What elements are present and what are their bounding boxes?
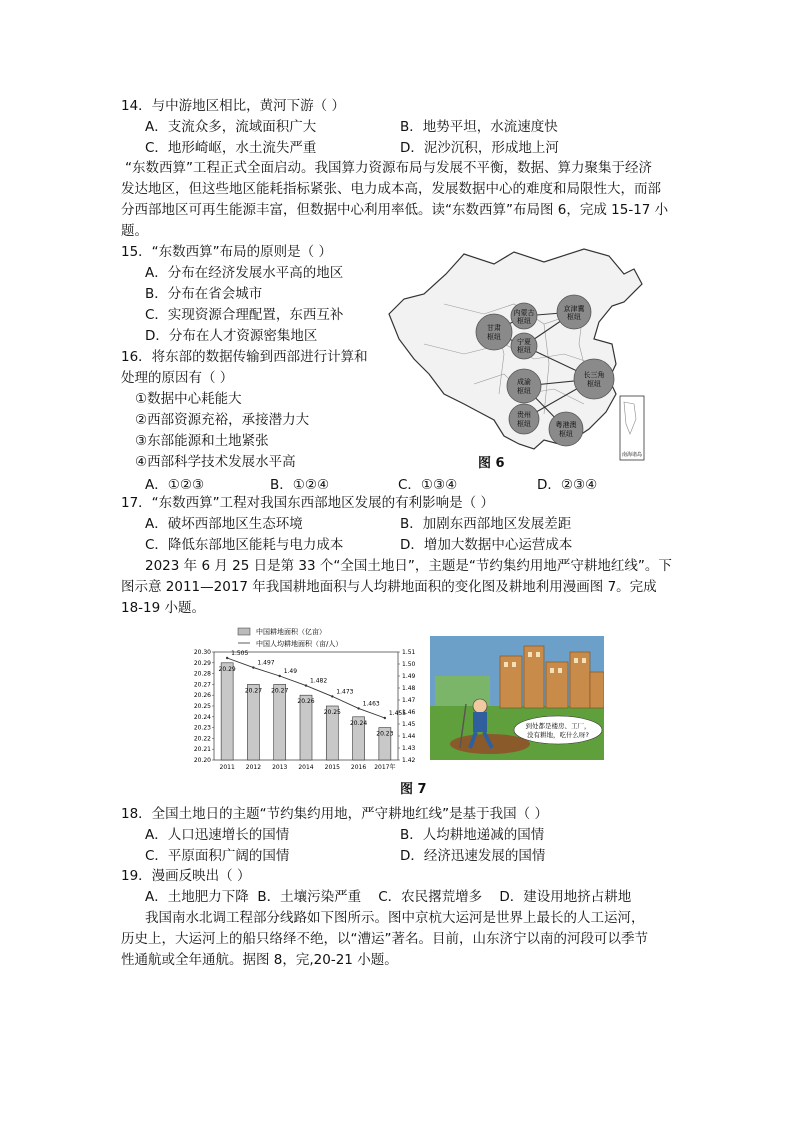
y-left-tick-label: 20.25 <box>193 703 211 710</box>
q16-statement: ④西部科学技术发展水平高 <box>135 454 296 470</box>
figure-6-label: 图 6 <box>478 456 505 471</box>
y-right-tick-label: 1.44 <box>402 733 416 740</box>
q14-option-c: C．地形崎岖，水土流失严重 <box>145 140 317 156</box>
bar-value-label: 20.25 <box>323 709 341 716</box>
y-left-tick-label: 20.27 <box>193 681 211 689</box>
q18-stem: 18．全国土地日的主题“节约集约用地，严守耕地红线”是基于我国（ ） <box>121 806 548 822</box>
x-tick-label: 2015 <box>324 764 340 771</box>
bar <box>274 684 286 760</box>
line-value-label: 1.49 <box>283 668 298 675</box>
farmland-comic <box>430 636 604 760</box>
y-left-tick-label: 20.22 <box>193 735 211 743</box>
q17-stem: 17．“东数西算”工程对我国东西部地区发展的有利影响是（ ） <box>121 495 494 511</box>
gba-hub <box>549 412 583 446</box>
intro3-line: 性通航或全年通航。据图 8，完,20-21 小题。 <box>121 952 398 968</box>
inner-mongolia-hub-label: 内蒙古 <box>513 309 535 317</box>
q18-option-d: D．经济迅速发展的国情 <box>400 848 546 864</box>
y-left-tick-label: 20.20 <box>193 757 211 764</box>
line-point <box>279 675 281 677</box>
svg-text:枢纽: 枢纽 <box>517 387 531 395</box>
gansu-hub-label: 甘肃 <box>487 324 501 332</box>
line-value-label: 1.505 <box>231 650 249 657</box>
y-left-tick-label: 20.28 <box>193 670 211 678</box>
q16-option-a: A．①②③ <box>145 477 205 493</box>
y-left-tick-label: 20.30 <box>193 649 211 656</box>
q15-option-d: D．分布在人才资源密集地区 <box>145 328 318 344</box>
inset-label: 南海诸岛 <box>621 452 643 458</box>
guizhou-hub <box>509 404 539 434</box>
line-point <box>252 666 254 668</box>
intro3-line: 历史上，大运河上的船只络绎不绝，以“漕运”著名。目前，山东济宁以南的河段可以季节 <box>121 931 648 947</box>
svg-text:枢纽: 枢纽 <box>587 380 601 388</box>
q14-stem: 14．与中游地区相比，黄河下游（ ） <box>121 98 345 114</box>
y-right-tick-label: 1.43 <box>402 745 416 752</box>
building <box>590 672 604 708</box>
y-right-tick-label: 1.48 <box>402 685 416 692</box>
q18-option-b: B．人均耕地递减的国情 <box>400 827 545 843</box>
line-value-label: 1.482 <box>310 677 328 685</box>
y-right-tick-label: 1.45 <box>402 721 416 728</box>
legend-label: 中国耕地面积（亿亩） <box>256 628 326 636</box>
svg-text:枢纽: 枢纽 <box>517 420 531 428</box>
line-value-label: 1.455 <box>388 710 407 717</box>
q14-option-d: D．泥沙沉积，形成地上河 <box>400 140 559 156</box>
q18-option-c: C．平原面积广阔的国情 <box>145 848 290 864</box>
q17-option-a: A．破坏西部地区生态环境 <box>145 516 303 532</box>
q16-stem: 16．将东部的数据传输到西部进行计算和 <box>121 349 368 365</box>
legend-label: 中国人均耕地面积（亩/人） <box>256 640 343 648</box>
line-value-label: 1.497 <box>257 659 275 667</box>
gba-hub-label: 粤港澳 <box>555 421 577 429</box>
speech-bubble <box>514 716 602 744</box>
q19-options: A．土地肥力下降 B．土壤污染严重 C．农民撂荒增多 D．建设用地挤占耕地 <box>145 889 632 905</box>
figure-7-label: 图 7 <box>400 782 427 797</box>
q14-option-b: B．地势平坦，水流速度快 <box>400 119 558 135</box>
q16-stem: 处理的原因有（ ） <box>121 370 234 386</box>
bar <box>221 663 233 760</box>
y-left-tick-label: 20.21 <box>193 746 211 754</box>
x-tick-label: 2011 <box>219 764 235 771</box>
chengyu-hub <box>507 369 541 403</box>
line-value-label: 1.473 <box>336 688 354 696</box>
q16-statement: ①数据中心耗能大 <box>135 391 242 407</box>
q16-option-d: D．②③④ <box>537 477 598 493</box>
bar-value-label: 20.27 <box>271 687 289 695</box>
q16-statement: ②西部资源充裕，承接潜力大 <box>135 412 310 428</box>
svg-text:枢纽: 枢纽 <box>487 333 501 341</box>
y-right-tick-label: 1.51 <box>402 649 416 656</box>
speech-text-line2: 没有耕地，吃什么呀? <box>527 731 589 739</box>
intro1-line: 发达地区，但这些地区能耗指标紧张、电力成本高，发展数据中心的难度和局限性大，而部 <box>121 181 661 197</box>
y-right-tick-label: 1.47 <box>402 697 416 704</box>
bar-value-label: 20.27 <box>244 687 263 695</box>
intro1-line: 题。 <box>121 223 148 239</box>
building <box>546 662 568 708</box>
y-right-tick-label: 1.49 <box>402 673 416 680</box>
y-left-tick-label: 20.24 <box>193 713 211 721</box>
q16-statement: ③东部能源和土地紧张 <box>135 433 269 449</box>
farmland-chart <box>180 622 424 774</box>
ningxia-hub-label: 宁夏 <box>517 338 531 346</box>
bar-value-label: 20.26 <box>297 698 315 706</box>
q18-option-a: A．人口迅速增长的国情 <box>145 827 290 843</box>
x-tick-label: 2014 <box>298 764 314 771</box>
line-point <box>384 717 386 719</box>
intro1-line: 分西部地区可再生能源丰富，但数据中心利用率低。读“东数西算”布局图 6，完成 15-17 小 <box>121 202 669 218</box>
q19-stem: 19．漫画反映出（ ） <box>121 868 251 884</box>
x-tick-label: 2016 <box>350 764 367 771</box>
gansu-hub <box>476 314 512 350</box>
line-point <box>226 657 228 659</box>
east-data-west-computing-map <box>384 244 646 470</box>
x-tick-label: 2017年 <box>374 764 396 771</box>
line-point <box>357 707 359 709</box>
jingjinji-hub-label: 京津冀 <box>563 305 585 313</box>
svg-text:枢纽: 枢纽 <box>517 346 531 354</box>
intro2-line: 18-19 小题。 <box>121 600 206 616</box>
south-china-sea-inset <box>620 396 644 460</box>
chengyu-hub-label: 成渝 <box>517 378 531 386</box>
guizhou-hub-label: 贵州 <box>517 411 531 419</box>
q15-stem: 15．“东数西算”布局的原则是（ ） <box>121 244 332 260</box>
svg-text:枢纽: 枢纽 <box>517 317 531 325</box>
q15-option-c: C．实现资源合理配置，东西互补 <box>145 307 344 323</box>
yangtze-delta-hub <box>574 359 614 399</box>
bar-value-label: 20.29 <box>218 665 236 673</box>
building <box>500 656 522 708</box>
q15-option-b: B．分布在省会城市 <box>145 286 263 302</box>
q17-option-c: C．降低东部地区能耗与电力成本 <box>145 537 344 553</box>
intro3-line: 我国南水北调工程部分线路如下图所示。图中京杭大运河是世界上最长的人工运河， <box>145 910 645 926</box>
svg-text:枢纽: 枢纽 <box>559 430 573 438</box>
intro2-line: 2023 年 6 月 25 日是第 33 个“全国土地日”，主题是“节约集约用地严守耕地红线”。下 <box>145 558 672 574</box>
line-point <box>331 695 333 697</box>
y-right-tick-label: 1.50 <box>402 661 416 668</box>
y-right-tick-label: 1.46 <box>402 709 416 716</box>
intro1-line: “东数西算”工程正式全面启动。我国算力资源布局与发展不平衡，数据、算力聚集于经济 <box>125 160 652 176</box>
building <box>524 646 544 708</box>
y-right-tick-label: 1.42 <box>402 757 416 764</box>
legend-swatch-bar <box>238 628 250 635</box>
q14-option-a: A．支流众多，流域面积广大 <box>145 119 317 135</box>
q15-option-a: A．分布在经济发展水平高的地区 <box>145 265 344 281</box>
q17-option-b: B．加剧东西部地区发展差距 <box>400 516 572 532</box>
y-left-tick-label: 20.29 <box>193 659 211 667</box>
x-tick-label: 2012 <box>245 764 262 771</box>
q17-option-d: D．增加大数据中心运营成本 <box>400 537 573 553</box>
yangtze-delta-hub-label: 长三角 <box>583 371 605 379</box>
y-left-tick-label: 20.26 <box>193 692 211 700</box>
bar <box>247 684 259 760</box>
q16-option-b: B．①②④ <box>270 477 330 493</box>
line-point <box>305 684 307 686</box>
q16-option-c: C．①③④ <box>398 477 458 493</box>
y-left-tick-label: 20.23 <box>193 724 211 732</box>
bar-value-label: 20.24 <box>349 719 368 727</box>
intro2-line: 图示意 2011—2017 年我国耕地面积与人均耕地面积的变化图及耕地利用漫画图 7。完成 <box>121 579 657 595</box>
building <box>570 652 590 708</box>
svg-text:枢纽: 枢纽 <box>567 313 581 321</box>
line-value-label: 1.463 <box>362 700 380 708</box>
x-tick-label: 2013 <box>272 764 288 771</box>
bar-value-label: 20.23 <box>376 730 394 738</box>
speech-text-line1: 到处都是楼房、工厂， <box>525 722 591 730</box>
